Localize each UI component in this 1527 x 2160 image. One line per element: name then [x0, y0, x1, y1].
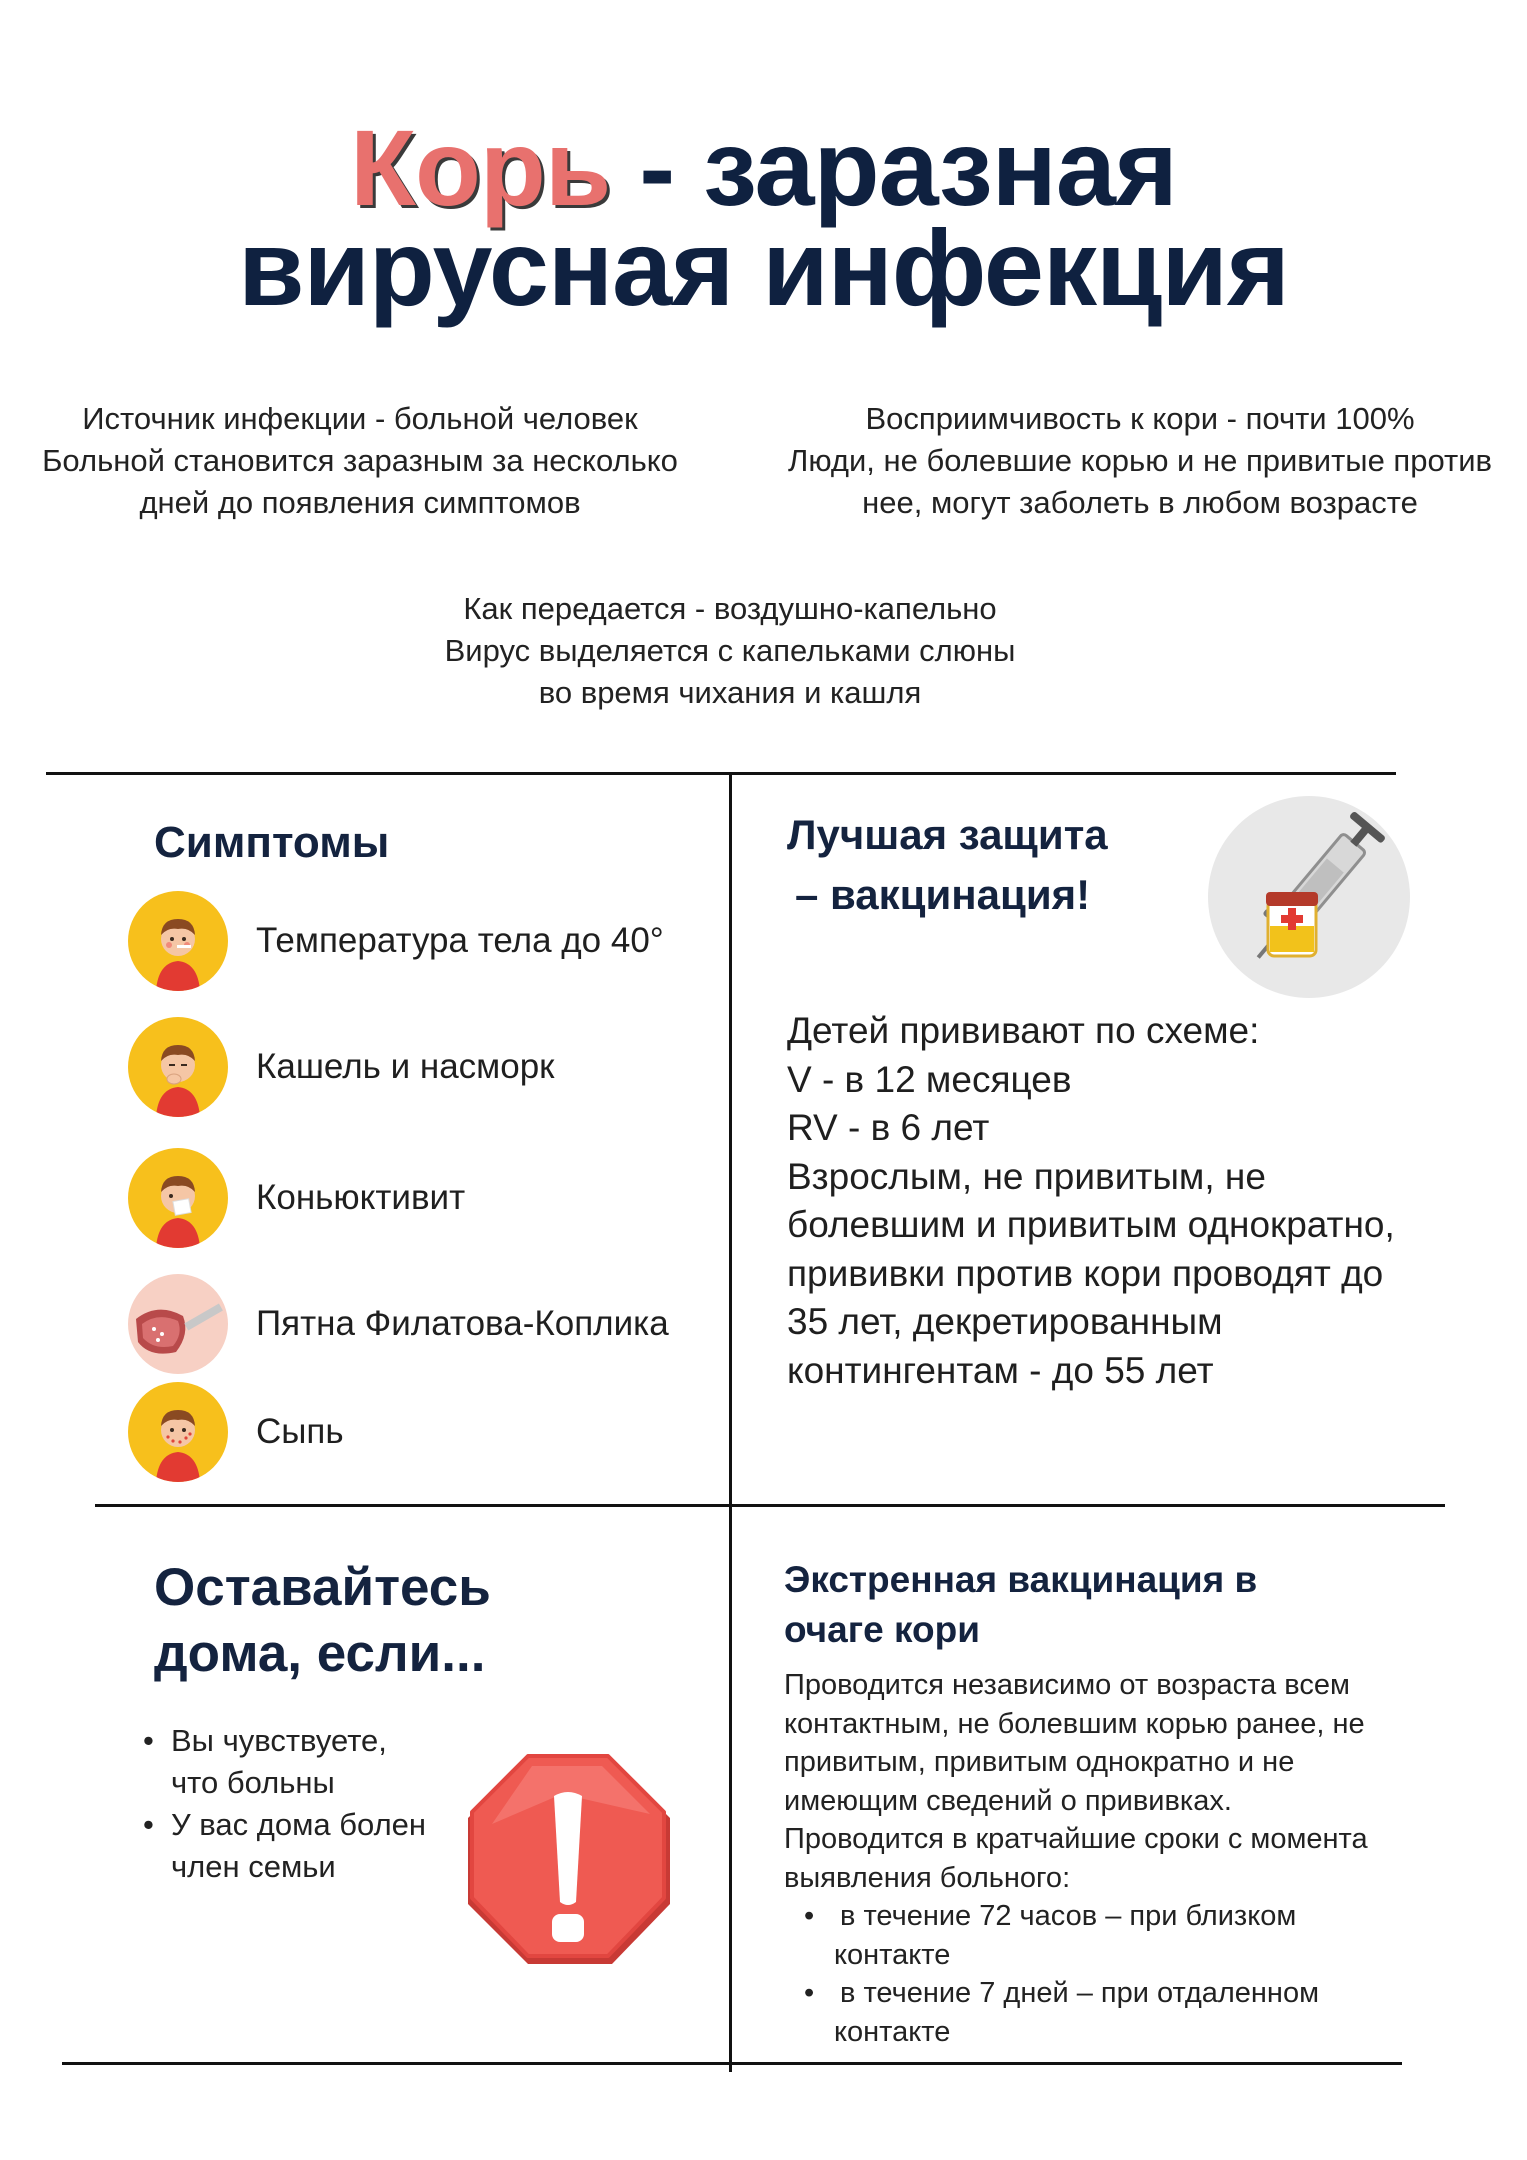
child-fever-icon: [128, 891, 228, 991]
list-item-line1: • в течение 7 дней – при отдаленном: [840, 1977, 1320, 2009]
emergency-heading-line1: Экстренная вакцинация в: [784, 1559, 1258, 1600]
list-item-line1: • Вы чувствуете,: [171, 1723, 387, 1758]
vaccination-text: [787, 1007, 1447, 1395]
source-line3: дней до появления симптомов: [139, 485, 581, 520]
divider-bottom: [62, 2062, 1402, 2065]
list-item: [798, 1974, 1398, 2051]
susceptibility-line1: Восприимчивость к кори - почти 100%: [865, 401, 1415, 436]
symptom-item: [128, 1148, 465, 1248]
page-title: [0, 107, 1527, 328]
list-item-line2: контакте: [834, 1938, 951, 1971]
vaccination-line: болевшим и привитым однократно,: [787, 1204, 1395, 1245]
syringe-icon: [1208, 796, 1410, 998]
child-cough-icon: [128, 1017, 228, 1117]
list-item: [143, 1804, 483, 1888]
list-item: [798, 1897, 1398, 1974]
vaccination-line: контингентам - до 55 лет: [787, 1349, 1214, 1391]
transmission-block: [380, 588, 1080, 714]
divider-top: [46, 772, 1396, 775]
vaccination-line: 35 лет, декретированным: [787, 1301, 1223, 1342]
source-block: [20, 398, 700, 524]
symptom-item: [128, 1382, 344, 1482]
list-item: [143, 1720, 483, 1804]
title-line2: вирусная инфекция: [238, 207, 1289, 328]
symptom-item: [128, 1274, 669, 1374]
stay-home-heading-line1: Оставайтесь: [154, 1558, 491, 1617]
emergency-line: привитым, привитым однократно и не: [784, 1746, 1295, 1778]
susceptibility-block: [760, 398, 1520, 524]
symptom-label: Температура тела до 40°: [256, 921, 664, 960]
transmission-line3: во время чихания и кашля: [538, 675, 922, 710]
divider-middle: [95, 1504, 1445, 1507]
symptom-label: Пятна Филатова-Коплика: [256, 1304, 669, 1343]
source-line1: Источник инфекции - больной человек: [82, 401, 638, 436]
symptoms-heading: Симптомы: [154, 818, 390, 867]
child-rash-icon: [128, 1382, 228, 1482]
vaccination-line: RV - в 6 лет: [787, 1107, 990, 1148]
vaccination-heading-line1: Лучшая защита: [787, 811, 1108, 858]
symptom-item: [128, 1017, 555, 1117]
emergency-line: Проводится независимо от возраста всем: [784, 1669, 1350, 1701]
symptom-label: Сыпь: [256, 1412, 344, 1451]
title-rest: - заразная: [610, 107, 1177, 228]
emergency-list: [798, 1897, 1398, 2051]
vaccination-line: прививки против кори проводят до: [787, 1252, 1384, 1294]
list-item-line2: что больны: [171, 1765, 335, 1800]
divider-vertical: [729, 772, 732, 2072]
vaccination-line: V - в 12 месяцев: [787, 1058, 1072, 1100]
vaccination-line: Взрослым, не привитым, не: [787, 1155, 1266, 1197]
symptom-label: Коньюктивит: [256, 1178, 466, 1217]
title-highlight: Корь: [350, 107, 611, 228]
emergency-heading-line2: очаге кори: [784, 1609, 980, 1650]
stay-home-heading: [154, 1555, 491, 1687]
emergency-heading: [784, 1555, 1257, 1655]
symptom-item: [128, 891, 664, 991]
mouth-spots-icon: [128, 1274, 228, 1374]
transmission-line1: Как передается - воздушно-капельно: [463, 591, 997, 626]
emergency-line: контактным, не болевшим корью ранее, не: [784, 1707, 1365, 1740]
stay-home-heading-line2: дома, если...: [154, 1624, 486, 1683]
source-line2: Больной становится заразным за несколько: [42, 443, 678, 478]
emergency-line: Проводится в кратчайшие сроки с момента: [784, 1823, 1368, 1855]
warning-stop-icon: [462, 1754, 674, 1970]
child-conjunctivitis-icon: [128, 1148, 228, 1248]
susceptibility-line3: нее, могут заболеть в любом возрасте: [862, 485, 1418, 520]
emergency-text: [784, 1666, 1424, 1897]
list-item-line1: • У вас дома болен: [171, 1807, 427, 1842]
transmission-line2: Вирус выделяется с капельками слюны: [444, 633, 1016, 668]
emergency-line: имеющим сведений о прививках.: [784, 1784, 1232, 1817]
symptom-label: Кашель и насморк: [256, 1047, 555, 1086]
list-item-line2: контакте: [834, 2015, 951, 2048]
vaccination-line: Детей прививают по схеме:: [787, 1010, 1260, 1051]
vaccination-heading-line2: – вакцинация!: [795, 871, 1091, 918]
list-item-line1: • в течение 72 часов – при близком: [840, 1900, 1297, 1932]
susceptibility-line2: Люди, не болевшие корью и не привитые против: [787, 443, 1492, 478]
vaccination-heading: [787, 805, 1108, 925]
stay-home-list: [143, 1720, 483, 1888]
list-item-line2: член семьи: [171, 1849, 336, 1884]
emergency-line: выявления больного:: [784, 1861, 1071, 1894]
